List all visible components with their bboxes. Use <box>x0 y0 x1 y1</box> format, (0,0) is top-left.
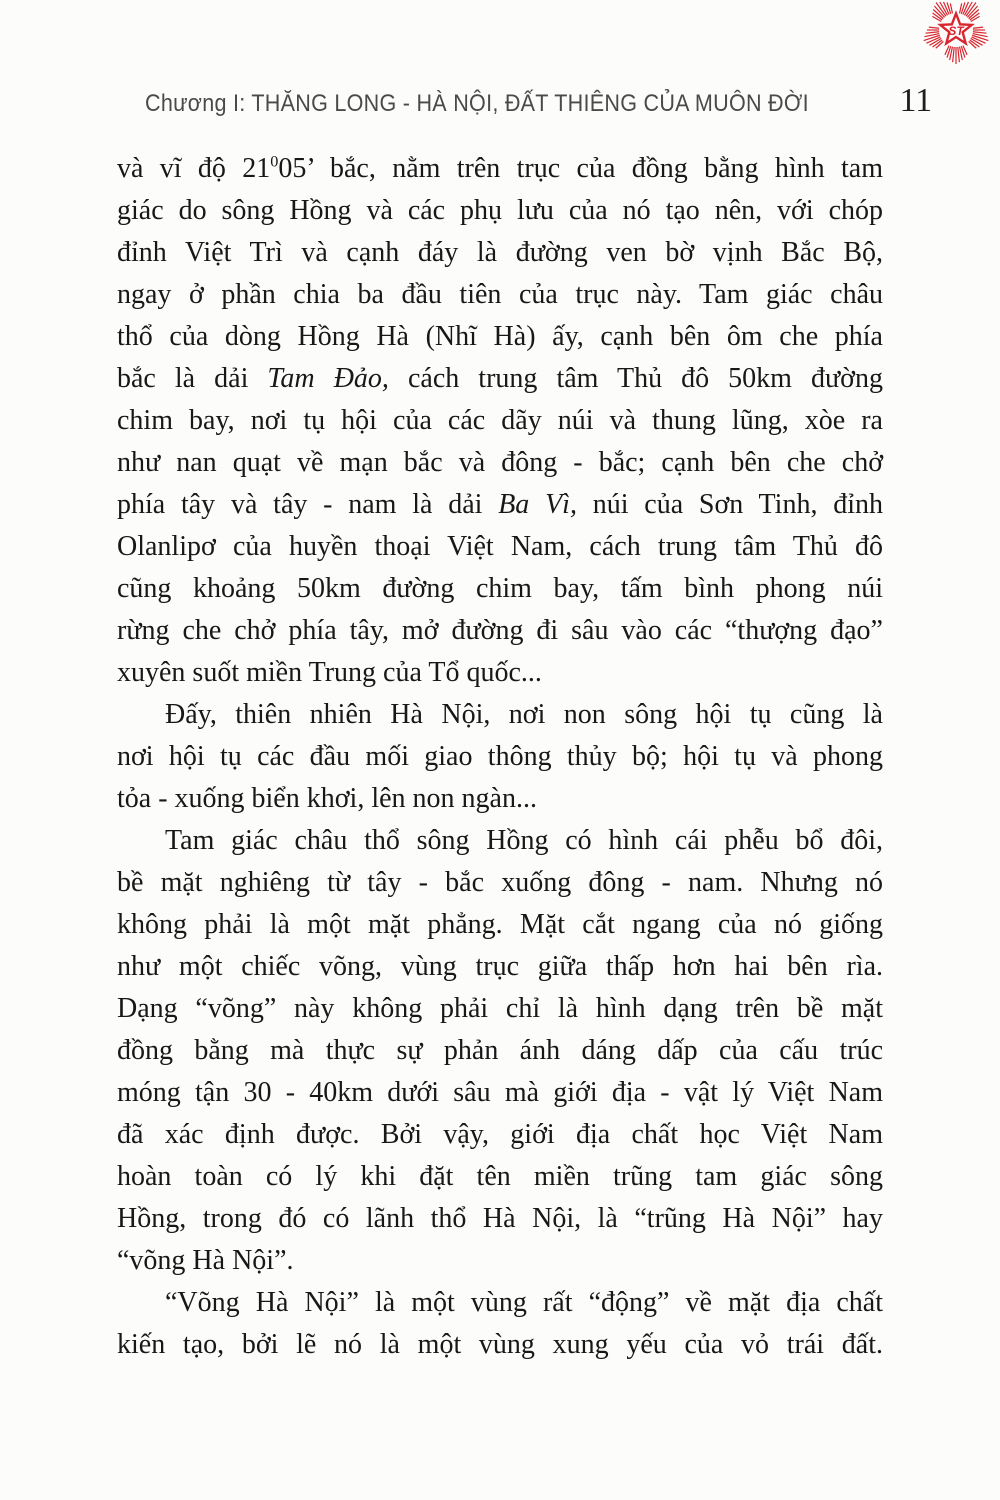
text-line: ngay ở phần chia ba đầu tiên của trục này. Tam giác châu <box>117 279 883 310</box>
star-burst-icon <box>906 0 1000 76</box>
text-line: nơi hội tụ các đầu mối giao thông thủy bộ; hội tụ và phong <box>117 741 883 772</box>
text-line: Olanlipơ của huyền thoại Việt Nam, cách trung tâm Thủ đô <box>117 531 883 562</box>
text-line: kiến tạo, bởi lẽ nó là một vùng xung yếu của vỏ trái đất. <box>117 1329 883 1360</box>
text-line: tỏa - xuống biển khơi, lên non ngàn... <box>117 783 537 814</box>
text-line: không phải là một mặt phẳng. Mặt cắt ngang của nó giống <box>117 909 883 940</box>
text-line: Tam giác châu thổ sông Hồng có hình cái phễu bổ đôi, <box>165 825 883 856</box>
text-line: cũng khoảng 50km đường chim bay, tấm bình phong núi <box>117 573 883 604</box>
text-line: “Võng Hà Nội” là một vùng rất “động” về mặt địa chất <box>165 1287 883 1318</box>
text-line: như một chiếc võng, vùng trục giữa thấp hơn hai bên rìa. <box>117 951 883 982</box>
text-line: Dạng “võng” này không phải chỉ là hình dạng trên bề mặt <box>117 993 883 1024</box>
text-line: như nan quạt về mạn bắc và đông - bắc; cạnh bên che chở <box>117 447 883 478</box>
text-line: “võng Hà Nội”. <box>117 1245 294 1276</box>
text-line: đỉnh Việt Trì và cạnh đáy là đường ven bờ vịnh Bắc Bộ, <box>117 237 883 268</box>
text-line: chim bay, nơi tụ hội của các dãy núi và thung lũng, xòe ra <box>117 405 883 436</box>
page-header <box>145 82 933 122</box>
text-line: xuyên suốt miền Trung của Tổ quốc... <box>117 657 542 688</box>
text-line: thổ của dòng Hồng Hà (Nhĩ Hà) ấy, cạnh bên ôm che phía <box>117 321 883 352</box>
text-line: rừng che chở phía tây, mở đường đi sâu vào các “thượng đạo” <box>117 615 883 646</box>
text-line: Đấy, thiên nhiên Hà Nội, nơi non sông hội tụ cũng là <box>165 699 883 730</box>
text-line: Hồng, trong đó có lãnh thổ Hà Nội, là “trũng Hà Nội” hay <box>117 1203 883 1234</box>
page-body-text <box>117 148 883 1366</box>
text-line: hoàn toàn có lý khi đặt tên miền trũng tam giác sông <box>117 1161 883 1192</box>
text-line: đã xác định được. Bởi vậy, giới địa chất học Việt Nam <box>117 1119 883 1150</box>
page-number: 11 <box>899 82 933 119</box>
publisher-logo <box>906 0 1000 76</box>
chapter-title: Chương I: THĂNG LONG - HÀ NỘI, ĐẤT THIÊNG CỦA MUÔN ĐỜI <box>145 90 809 117</box>
text-line: giác do sông Hồng và các phụ lưu của nó tạo nên, với chóp <box>117 195 883 226</box>
logo-letters: ST <box>948 24 964 38</box>
text-line: móng tận 30 - 40km dưới sâu mà giới địa - vật lý Việt Nam <box>117 1077 883 1108</box>
text-line: phía tây và tây - nam là dải Ba Vì, núi của Sơn Tinh, đỉnh <box>117 489 884 520</box>
text-line: đồng bằng mà thực sự phản ánh dáng dấp của cấu trúc <box>117 1035 883 1066</box>
text-line: bề mặt nghiêng từ tây - bắc xuống đông - nam. Nhưng nó <box>117 867 883 898</box>
text-line: và vĩ độ $21^005$’ bắc, nằm trên trục của đồng bằng hình tam <box>117 152 883 184</box>
text-line: bắc là dải Tam Đảo, cách trung tâm Thủ đô 50km đường <box>117 363 883 394</box>
